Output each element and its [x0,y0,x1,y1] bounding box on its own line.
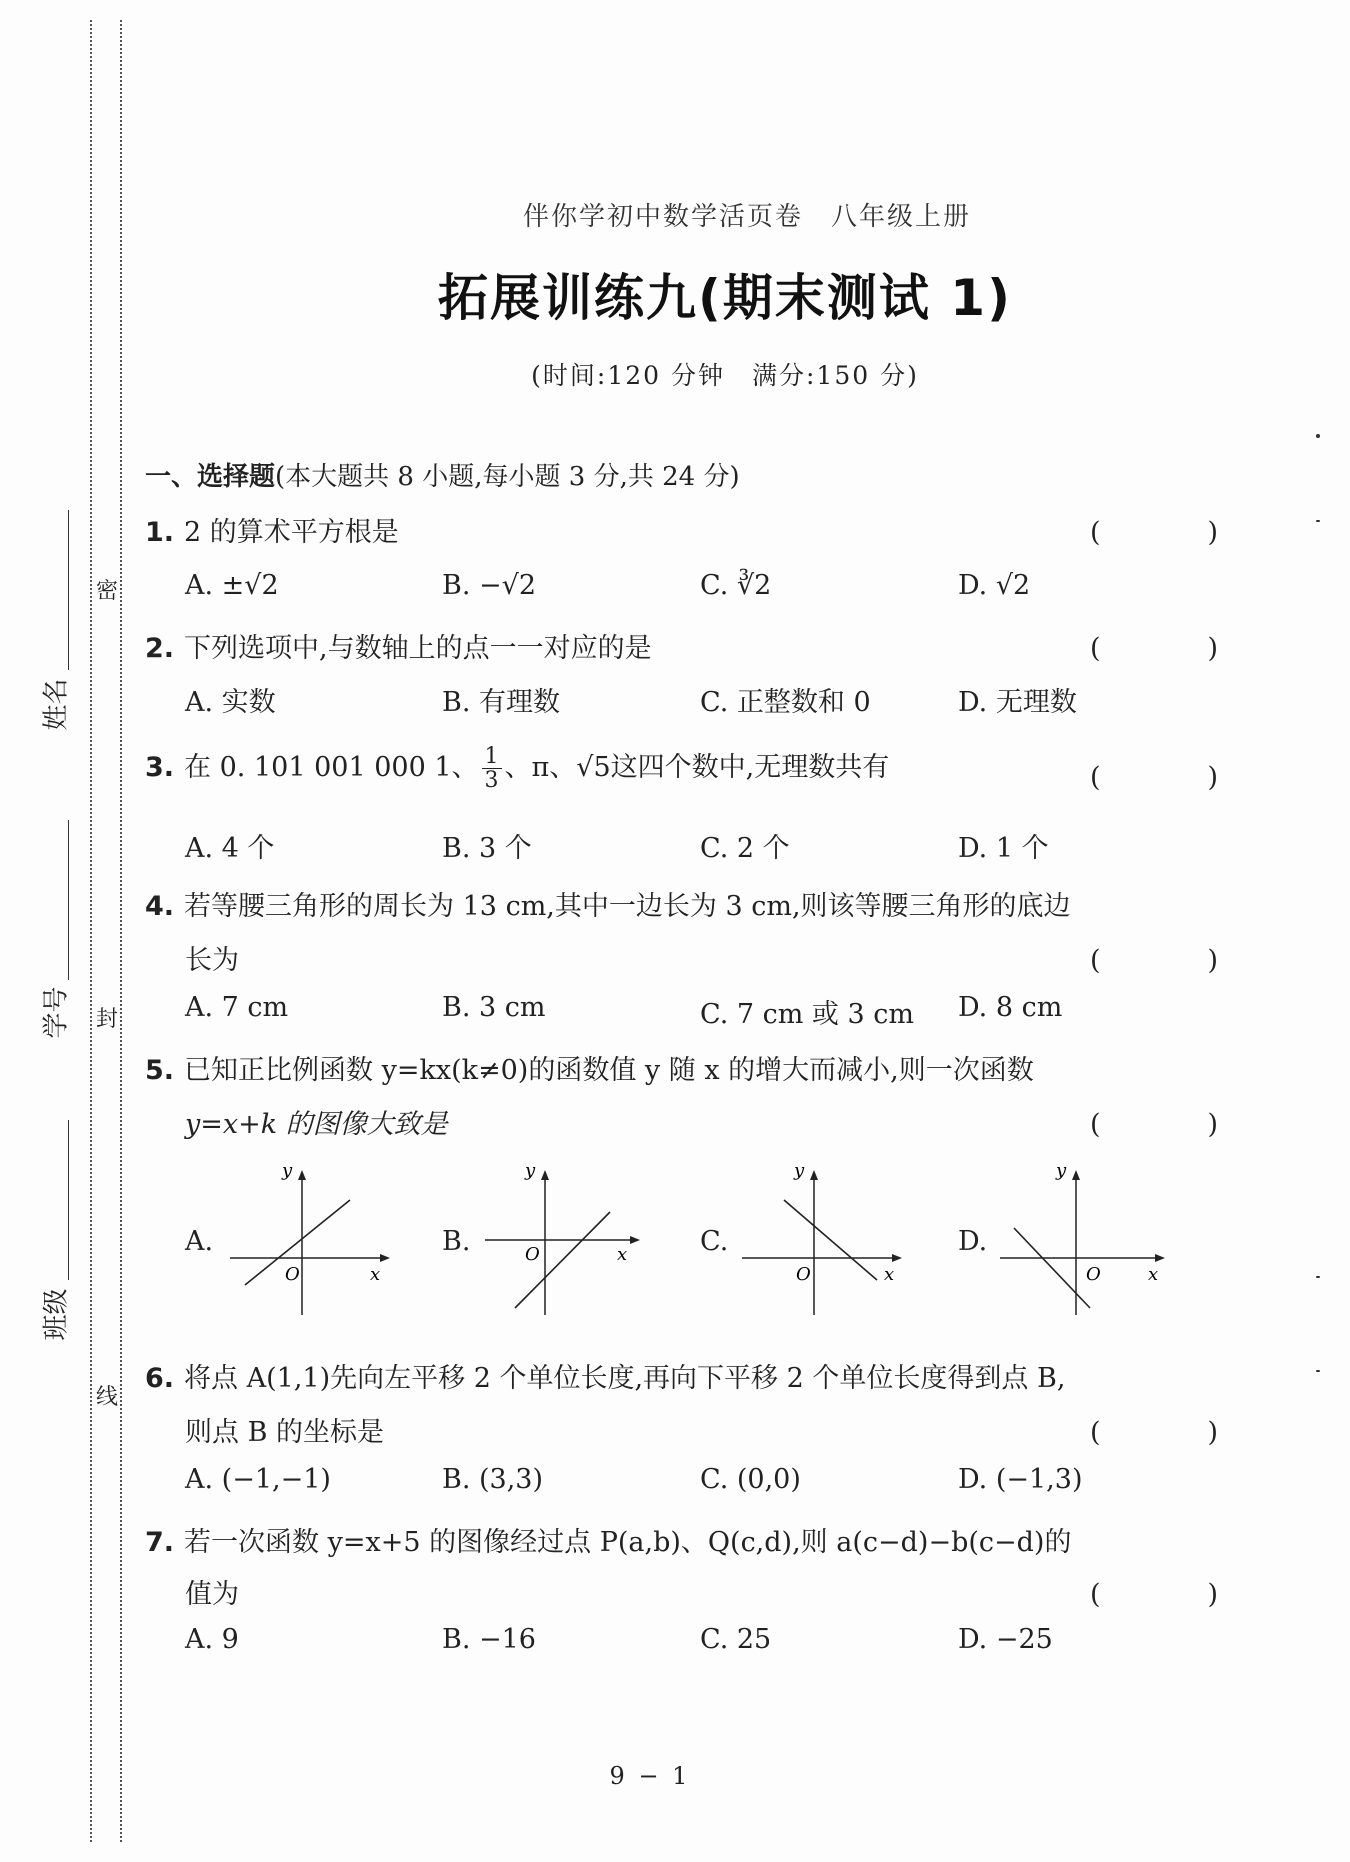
scan-speck [1316,434,1320,438]
axis-label-y: y [525,1160,536,1181]
question-text-a: 在 0. 101 001 000 1、 [184,752,479,784]
question-text: 将点 A(1,1)先向左平移 2 个单位长度,再向下平移 2 个单位长度得到点 B, [184,1363,1066,1394]
option-d[interactable]: D. 8 cm [958,992,1063,1023]
option-c[interactable]: C. 25 [700,1624,772,1655]
scan-speck [1316,1276,1320,1278]
function-line [1014,1228,1090,1308]
graph-option-d-label[interactable]: D. [958,1226,988,1257]
option-a[interactable]: A. 9 [185,1624,239,1655]
option-d[interactable]: D. 无理数 [958,687,1077,718]
class-field-line[interactable] [68,1120,69,1280]
x-axis-arrow [380,1254,390,1262]
book-subtitle: 伴你学初中数学活页卷 八年级上册 [522,202,971,232]
question-text: 若等腰三角形的周长为 13 cm,其中一边长为 3 cm,则该等腰三角形的底边 [184,891,1071,922]
question-number: 7. [145,1527,175,1558]
graph-c[interactable] [742,1160,902,1320]
question-6-line-2: 则点 B 的坐标是 [185,1417,385,1448]
graph-b[interactable] [485,1160,645,1320]
answer-blank-7[interactable]: ( ) [1090,1579,1259,1610]
option-b[interactable]: B. 3 个 [442,833,532,864]
section-note: (本大题共 8 小题,每小题 3 分,共 24 分) [275,462,740,492]
section-heading [145,456,740,493]
class-label: 班级 [41,1288,72,1341]
graph-d[interactable] [1000,1160,1170,1320]
option-b[interactable]: B. 3 cm [442,992,546,1023]
option-c[interactable]: C. 2 个 [700,833,790,864]
x-axis-arrow [1155,1254,1165,1262]
name-label: 姓名 [41,678,72,731]
origin-label: O [1086,1264,1101,1285]
time-info: (时间:120 分钟 满分:150 分) [531,361,919,390]
question-text-b: 、π、√5这四个数中,无理数共有 [504,752,890,784]
question-5 [145,1048,1034,1087]
axis-label-x: x [370,1264,381,1285]
option-d[interactable]: D. 1 个 [958,833,1049,864]
option-d[interactable]: D. −25 [958,1624,1053,1655]
seal-char-xian: 线 [96,1378,118,1413]
origin-label: O [796,1264,811,1285]
question-3 [145,745,889,792]
fraction-numerator: 1 [482,745,502,769]
question-4 [145,884,1071,923]
option-a[interactable]: A. 7 cm [185,992,289,1023]
question-5-line-2: y=x+k 的图像大致是 [185,1109,448,1140]
axis-label-x: x [617,1244,628,1265]
question-6 [145,1356,1065,1395]
page-number: 9 − 1 [609,1762,691,1790]
origin-label: O [285,1264,300,1285]
option-a[interactable]: A. 实数 [185,687,276,718]
question-number: 3. [145,752,175,784]
section-title: 一、选择题 [145,462,276,492]
y-axis-arrow [810,1170,818,1180]
question-number: 1. [145,517,175,548]
fraction-denominator: 3 [484,768,499,794]
scan-speck [1316,520,1320,522]
axis-label-y: y [794,1160,805,1181]
option-d[interactable]: D. √2 [958,570,1031,601]
option-c[interactable]: C. ∛2 [700,570,772,601]
axis-label-x: x [884,1264,895,1285]
seal-char-mi: 密 [96,572,118,607]
page-title: 拓展训练九(期末测试 1) [438,269,1012,327]
option-c[interactable]: C. 正整数和 0 [700,687,871,718]
answer-blank-5[interactable]: ( ) [1090,1109,1259,1140]
axis-label-x: x [1148,1264,1159,1285]
option-c[interactable]: C. (0,0) [700,1464,801,1495]
option-b[interactable]: B. −√2 [442,570,537,601]
scan-speck [1316,1370,1320,1372]
option-c[interactable]: C. 7 cm 或 3 cm [700,999,914,1030]
answer-blank-4[interactable]: ( ) [1090,945,1259,976]
question-2 [145,626,652,665]
y-axis-arrow [541,1170,549,1180]
graph-option-c-label[interactable]: C. [700,1226,729,1257]
graph-option-a-label[interactable]: A. [185,1226,214,1257]
option-b[interactable]: B. (3,3) [442,1464,544,1495]
axis-label-y: y [1056,1160,1067,1181]
seal-char-feng: 封 [96,1000,118,1035]
origin-label: O [525,1244,540,1265]
option-a[interactable]: A. ±√2 [185,570,279,601]
name-field-line[interactable] [68,510,69,670]
question-number: 5. [145,1055,175,1086]
option-d[interactable]: D. (−1,3) [958,1464,1083,1495]
option-a[interactable]: A. 4 个 [185,833,275,864]
question-4-line-2: 长为 [185,945,239,976]
question-text: 下列选项中,与数轴上的点一一对应的是 [184,633,652,664]
answer-blank-6[interactable]: ( ) [1090,1417,1259,1448]
answer-blank-1[interactable]: ( ) [1090,517,1259,548]
option-b[interactable]: B. −16 [442,1624,536,1655]
question-number: 6. [145,1363,175,1394]
answer-blank-3[interactable]: ( ) [1090,762,1259,793]
question-text: 2 的算术平方根是 [184,517,399,548]
axis-label-y: y [282,1160,293,1181]
question-number: 4. [145,891,175,922]
question-number: 2. [145,633,175,664]
option-a[interactable]: A. (−1,−1) [185,1464,331,1495]
option-b[interactable]: B. 有理数 [442,687,561,718]
student-id-label: 学号 [41,986,72,1039]
graph-a[interactable] [230,1160,390,1320]
student-id-field-line[interactable] [68,820,69,980]
answer-blank-2[interactable]: ( ) [1090,633,1259,664]
question-7-line-2: 值为 [185,1579,239,1610]
y-axis-arrow [298,1170,306,1180]
y-axis-arrow [1072,1170,1080,1180]
graph-option-b-label[interactable]: B. [442,1226,471,1257]
x-axis-arrow [892,1254,902,1262]
x-axis-arrow [630,1236,640,1244]
question-1 [145,510,399,549]
fraction [482,745,502,792]
question-7 [145,1520,1071,1559]
question-text: 已知正比例函数 y=kx(k≠0)的函数值 y 随 x 的增大而减小,则一次函数 [184,1055,1034,1086]
question-text: 若一次函数 y=x+5 的图像经过点 P(a,b)、Q(c,d),则 a(c−d)−b(c−d)的 [184,1527,1072,1558]
